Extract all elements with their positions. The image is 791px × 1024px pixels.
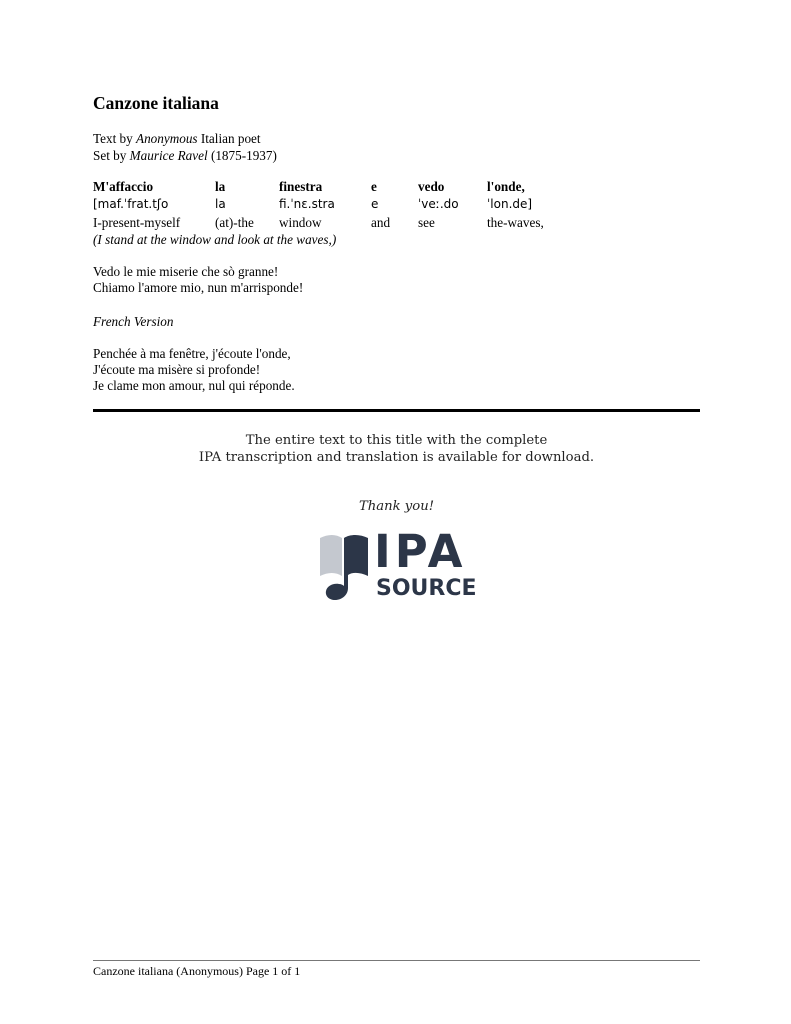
- gloss-ipa: ˈveː.do: [418, 197, 459, 211]
- thank-you-text: Thank you!: [358, 499, 434, 514]
- page-title: Canzone italiana: [93, 93, 219, 113]
- ipa-source-logo: [318, 525, 478, 604]
- composer-name: Maurice Ravel: [129, 148, 208, 163]
- lyric-line: Chiamo l'amore mio, nun m'arrisponde!: [93, 280, 304, 295]
- section-divider: [93, 409, 700, 412]
- gloss-ipa: fi.ˈnɛ.stra: [279, 197, 335, 211]
- gloss-word: la: [215, 179, 226, 194]
- gloss-row-ipa: [93, 197, 567, 215]
- italian-lyrics: [93, 264, 303, 296]
- lyric-line: J'écoute ma misère si profonde!: [93, 362, 261, 377]
- gloss-ipa: la: [215, 197, 226, 211]
- page-footer: Canzone italiana (Anonymous) Page 1 of 1: [93, 964, 301, 978]
- download-notice-line: The entire text to this title with the complete: [245, 433, 548, 448]
- gloss-literal: see: [418, 215, 435, 230]
- lyric-line: Je clame mon amour, nul qui réponde.: [93, 378, 295, 393]
- gloss-row-words: [93, 179, 567, 197]
- logo-ipa-text: IPA: [374, 525, 467, 578]
- credits: [93, 130, 277, 164]
- footer-divider: [93, 960, 700, 961]
- gloss-ipa: ˈlon.de]: [487, 197, 533, 211]
- gloss-ipa: e: [371, 197, 379, 211]
- french-lyrics: [93, 346, 295, 394]
- gloss-row-literal: [93, 215, 567, 233]
- gloss-word: finestra: [279, 179, 323, 194]
- gloss-table: [93, 179, 567, 233]
- gloss-literal: the-waves,: [487, 215, 544, 230]
- logo-source-text: SOURCE: [376, 576, 477, 601]
- gloss-translation: (I stand at the window and look at the waves,): [93, 232, 337, 247]
- open-book-music-note-icon: [318, 532, 374, 602]
- set-by-label: Set by: [93, 148, 130, 163]
- gloss-literal: window: [279, 215, 322, 230]
- gloss-word: vedo: [418, 179, 445, 194]
- gloss-literal: (at)-the: [215, 215, 254, 230]
- gloss-word: M'affaccio: [93, 179, 154, 194]
- lyric-line: Vedo le mie miserie che sò granne!: [93, 264, 279, 279]
- gloss-word: e: [371, 179, 377, 194]
- french-version-heading: French Version: [93, 314, 174, 329]
- text-by-label: Text by: [93, 131, 137, 146]
- text-credit: [93, 130, 277, 147]
- text-author: Anonymous: [136, 131, 198, 146]
- gloss-literal: I-present-myself: [93, 215, 181, 230]
- gloss-ipa: [maf.ˈfrat.tʃo: [93, 197, 169, 211]
- text-author-desc: Italian poet: [197, 131, 261, 146]
- download-notice-line: IPA transcription and translation is available for download.: [198, 450, 595, 465]
- lyric-line: Penchée à ma fenêtre, j'écoute l'onde,: [93, 346, 291, 361]
- gloss-word: l'onde,: [487, 179, 525, 194]
- download-notice: [93, 432, 700, 466]
- gloss-literal: and: [371, 215, 391, 230]
- set-credit: [93, 147, 277, 164]
- composer-dates: (1875-1937): [207, 148, 277, 163]
